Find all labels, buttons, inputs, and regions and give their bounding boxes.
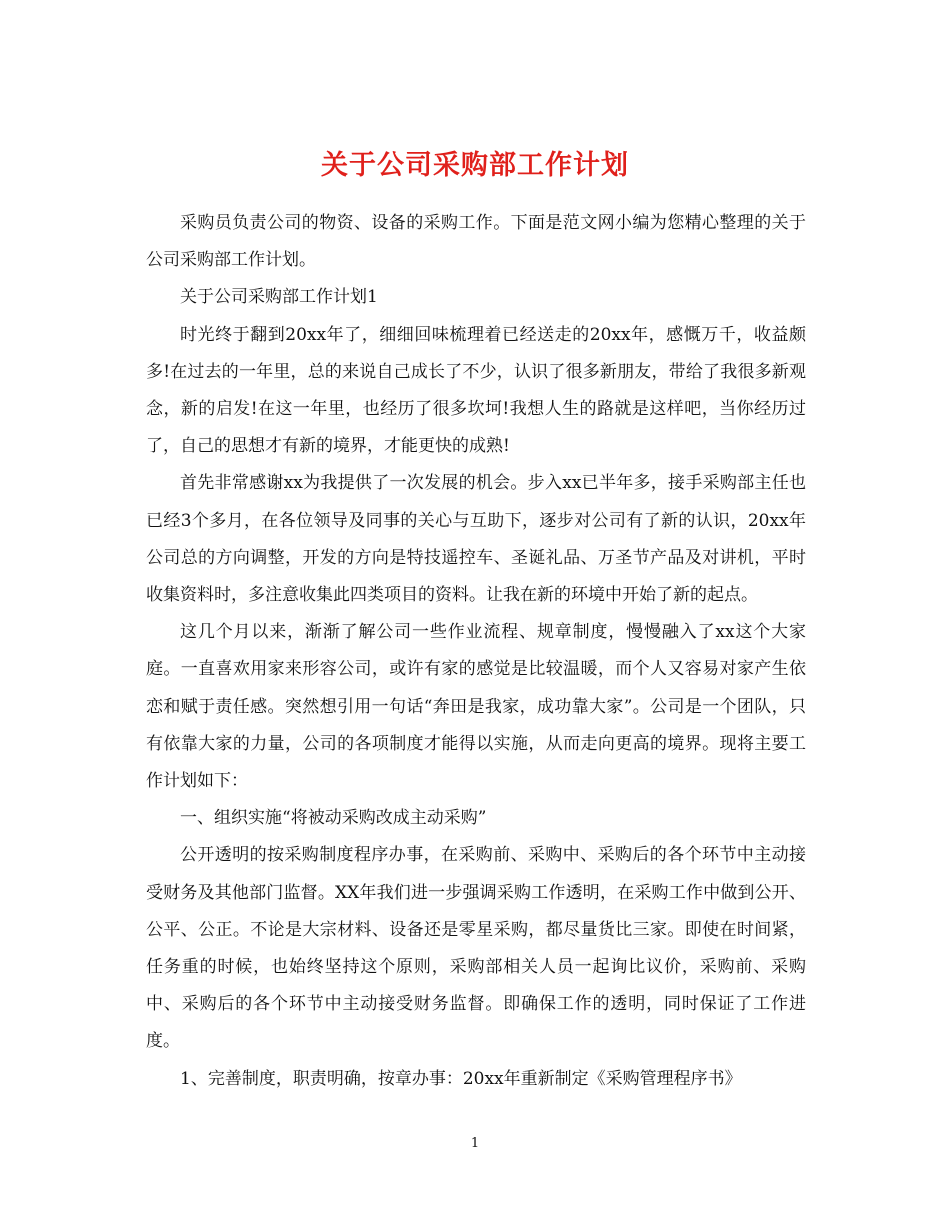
paragraph-team: 这几个月以来，渐渐了解公司一些作业流程、规章制度，慢慢融入了xx这个大家庭。一直喜欢用家来形容公司，或许有家的感觉是比较温暖，而个人又容易对家产生依恋和赋于责任感。突然想引用一句话“奔田是我家，成功靠大家”。公司是一个团队，只有依靠大家的力量，公司的各项制度才能得以实施，从而走向更高的境界。现将主要工作计划如下： [146,622,806,792]
paragraph-intro: 采购员负责公司的物资、设备的采购工作。下面是范文网小编为您精心整理的关于公司采购部工作计划。 [146,213,806,271]
paragraph-system: 1、完善制度，职责明确，按章办事：20xx年重新制定《采购管理程序书》 [180,1068,742,1089]
paragraph-heading-plan-1: 关于公司采购部工作计划1 [180,287,378,308]
paragraph-section-heading: 一、组织实施“将被动采购改成主动采购” [180,808,487,829]
paragraph-reflection: 时光终于翻到20xx年了，细细回味梳理着已经送走的20xx年，感慨万千，收益颇多!在过去的一年里，总的来说自己成长了不少，认识了很多新朋友，带给了我很多新观念，新的启发!在这一年里，也经历了很多坎坷!我想人生的路就是这样吧，当你经历过了，自己的思想才有新的境界，才能更快的成熟! [146,324,806,457]
page-number: 1 [470,1136,480,1151]
paragraph-transparency: 公开透明的按采购制度程序办事，在采购前、采购中、采购后的各个环节中主动接受财务及其他部门监督。XX年我们进一步强调采购工作透明，在采购工作中做到公开、公平、公正。不论是大宗材料、设备还是零星采购，都尽量货比三家。即使在时间紧，任务重的时候，也始终坚持这个原则，采购部相关人员一起询比议价，采购前、采购中、采购后的各个环节中主动接受财务监督。即确保工作的透明，同时保证了工作进度。 [146,845,806,1052]
document-title: 关于公司采购部工作计划 [321,150,629,182]
document-body [146,205,806,1098]
paragraph-gratitude: 首先非常感谢xx为我提供了一次发展的机会。步入xx已半年多，接手采购部主任也已经3个多月，在各位领导及同事的关心与互助下，逐步对公司有了新的认识，20xx年公司总的方向调整，开发的方向是特技遥控车、圣诞礼品、万圣节产品及对讲机，平时收集资料时，多注意收集此四类项目的资料。让我在新的环境中开始了新的起点。 [146,473,806,606]
